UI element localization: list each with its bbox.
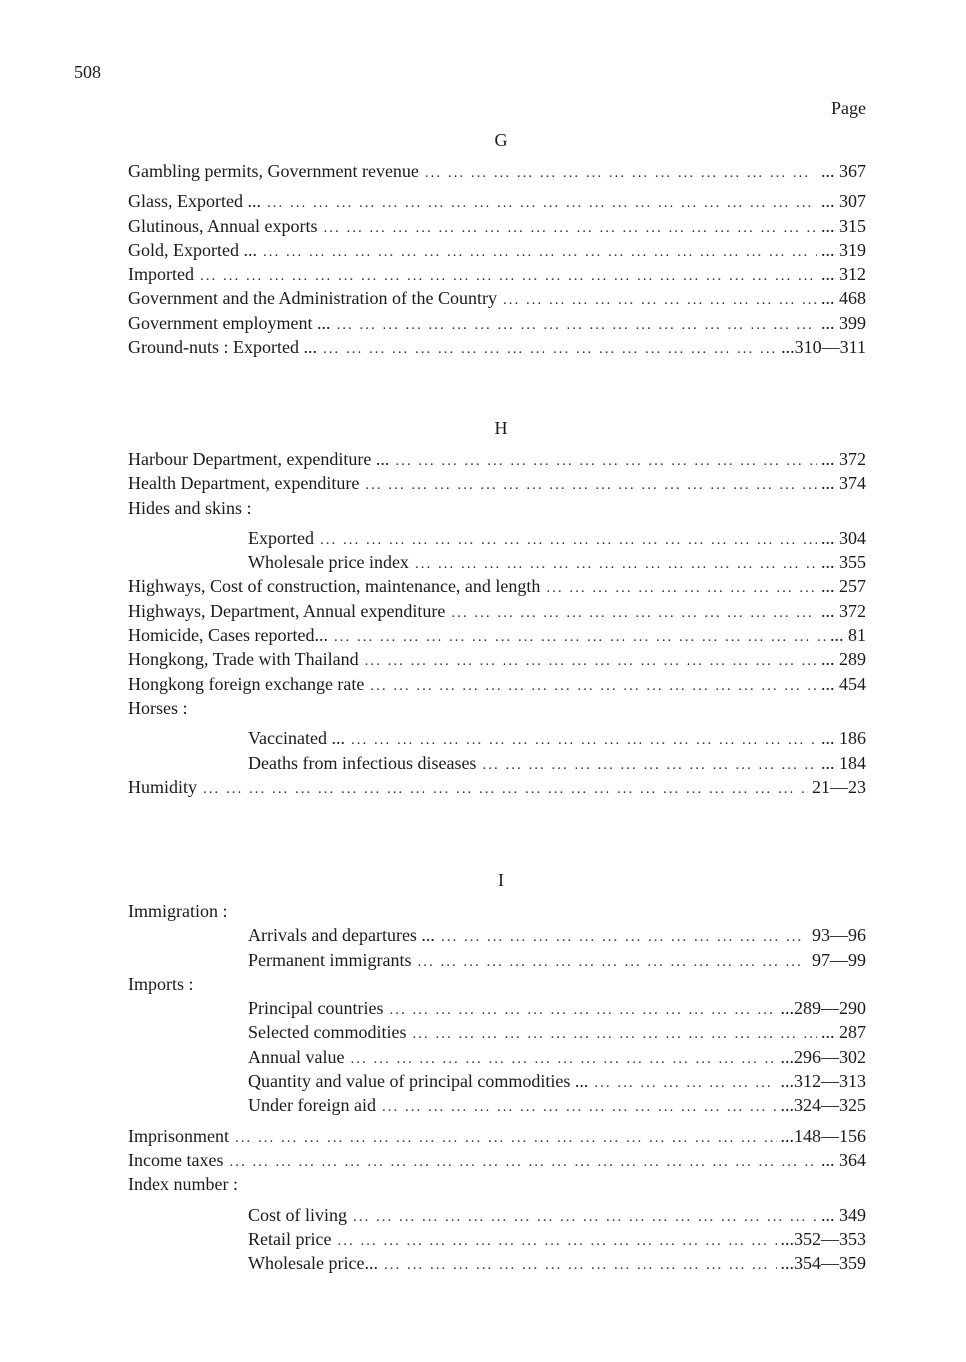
index-heading: Imports : [128,973,194,994]
entry-text: Arrivals and departures ... [248,925,435,946]
entry-page: ... 468 [821,288,866,309]
entry-page: ...352—353 [780,1228,866,1249]
index-heading: Immigration : [128,901,228,921]
index-entry [128,447,866,471]
index-entry [128,599,866,623]
index-entry [128,238,866,262]
index-entry [128,471,866,495]
entry-page: ... 287 [821,1022,866,1043]
leader-dots [229,1150,817,1172]
entry-text: Principal countries [248,998,384,1019]
index-entry [128,189,866,213]
leader-dots [353,1205,817,1227]
leader-dots [425,161,817,183]
entry-page: ...148—156 [780,1125,866,1146]
entry-page: ...310—311 [781,337,866,358]
entry-page: ...296—302 [780,1046,866,1067]
index-heading: Index number : [128,1174,238,1195]
leader-dots [370,674,817,696]
entry-page: ... 364 [821,1149,866,1170]
index-entry [128,311,866,335]
index-subentry [128,751,866,775]
index-subentry [128,526,866,550]
entry-page: ... 372 [821,600,866,621]
index-section-g [128,130,866,359]
entry-page: ... 315 [821,215,866,236]
entry-text: Gambling permits, Government revenue [128,161,419,181]
leader-dots [384,1253,777,1275]
index-entry [128,214,866,238]
leader-dots [267,191,817,213]
leader-dots [412,1022,817,1044]
index-entry [128,775,866,799]
entry-page: ... 289 [821,649,866,670]
entry-text: Homicide, Cases reported... [128,625,328,646]
index-entry [128,1148,866,1172]
index-entry [128,574,866,598]
entry-text: Glutinous, Annual exports [128,215,318,236]
entry-page: ...324—325 [780,1095,866,1116]
index-heading: Horses : [128,697,188,718]
index-entry [128,672,866,696]
index-subentry [128,1251,866,1275]
leader-dots [389,998,776,1020]
entry-text: Selected commodities [248,1022,407,1043]
index-subentry [128,1093,866,1117]
leader-dots [337,1229,776,1251]
entry-text: Government employment ... [128,312,331,333]
entry-text: Harbour Department, expenditure ... [128,449,390,469]
entry-text: Income taxes [128,1149,224,1170]
leader-dots [417,950,808,972]
index-section-i [128,870,866,1275]
leader-dots [546,576,817,598]
entry-text: Wholesale price index [248,552,409,573]
index-subentry [128,923,866,947]
entry-text: Hongkong, Trade with Thailand [128,649,359,670]
entry-page: ... 399 [821,312,866,333]
index-subentry [128,1045,866,1069]
leader-dots [323,337,777,359]
index-subentry [128,550,866,574]
entry-text: Quantity and value of principal commodities ... [248,1071,589,1092]
index-section-h [128,418,866,799]
entry-page: ... 184 [821,752,866,773]
entry-page: ... 374 [821,473,866,494]
entry-page: ... 319 [821,239,866,260]
index-subentry [128,1069,866,1093]
section-letter: I [498,870,504,890]
entry-page: ... 186 [821,728,866,749]
entry-text: Exported [248,527,314,548]
entry-text: Gold, Exported ... [128,239,257,260]
entry-page: 97—99 [812,949,866,970]
index-subentry [128,1020,866,1044]
leader-dots [382,1095,777,1117]
entry-text: Under foreign aid [248,1095,376,1116]
entry-text: Government and the Administration of the Country [128,288,497,309]
index-entry [128,647,866,671]
entry-page: ... 355 [821,552,866,573]
entry-text: Vaccinated ... [248,728,345,749]
leader-dots [334,625,826,647]
entry-page: ... 304 [821,527,866,548]
leader-dots [235,1126,777,1148]
leader-dots [200,264,817,286]
entry-page: ...289—290 [780,998,866,1019]
leader-dots [503,288,817,310]
entry-page: ... 307 [821,191,866,212]
leader-dots [441,925,808,947]
entry-page: ... 257 [821,576,866,597]
leader-dots [451,601,817,623]
entry-page: ...354—359 [780,1253,866,1274]
entry-page: 93—96 [812,925,866,946]
index-entry [128,1124,866,1148]
section-letter: H [494,418,508,438]
entry-page: ... 312 [821,264,866,285]
index-entry [128,335,866,359]
index-entry [128,623,866,647]
index-subentry [128,996,866,1020]
leader-dots [324,216,818,238]
page-column-label: Page [831,98,866,118]
index-entry [128,286,866,310]
leader-dots [482,753,817,775]
entry-page: ... 372 [821,449,866,469]
entry-text: Annual value [248,1046,345,1067]
entry-text: Cost of living [248,1204,348,1225]
entry-text: Humidity [128,776,198,797]
entry-text: Highways, Cost of construction, maintenance, and length [128,576,541,597]
leader-dots [365,473,817,495]
leader-dots [336,313,817,335]
leader-dots [203,777,808,799]
section-letter: G [494,130,508,150]
index-subentry [128,948,866,972]
index-subentry [128,1203,866,1227]
leader-dots [351,728,817,750]
entry-page: 21—23 [812,776,866,797]
entry-text: Permanent immigrants [248,949,412,970]
entry-text: Imprisonment [128,1125,229,1146]
entry-text: Retail price [248,1228,332,1249]
leader-dots [415,552,817,574]
entry-text: Wholesale price... [248,1253,378,1274]
entry-page: ... 349 [821,1204,866,1225]
entry-text: Deaths from infectious diseases [248,752,477,773]
entry-page: ...312—313 [780,1071,866,1092]
leader-dots [350,1047,776,1069]
index-entry [128,159,866,183]
entry-text: Highways, Department, Annual expenditure [128,600,446,621]
leader-dots [395,449,817,471]
index-entry [128,262,866,286]
page-number: 508 [74,62,101,82]
leader-dots [263,240,817,262]
entry-text: Imported [128,264,194,285]
index-heading: Hides and skins : [128,497,252,518]
index-subentry [128,1227,866,1251]
entry-page: ... 367 [821,161,866,181]
entry-text: Hongkong foreign exchange rate [128,673,365,694]
entry-text: Health Department, expenditure [128,473,360,494]
entry-page: ... 81 [830,625,866,646]
index-subentry [128,726,866,750]
entry-text: Ground-nuts : Exported ... [128,337,317,358]
leader-dots [320,528,817,550]
leader-dots [365,649,817,671]
entry-page: ... 454 [821,673,866,694]
entry-text: Glass, Exported ... [128,191,261,212]
leader-dots [594,1071,776,1093]
